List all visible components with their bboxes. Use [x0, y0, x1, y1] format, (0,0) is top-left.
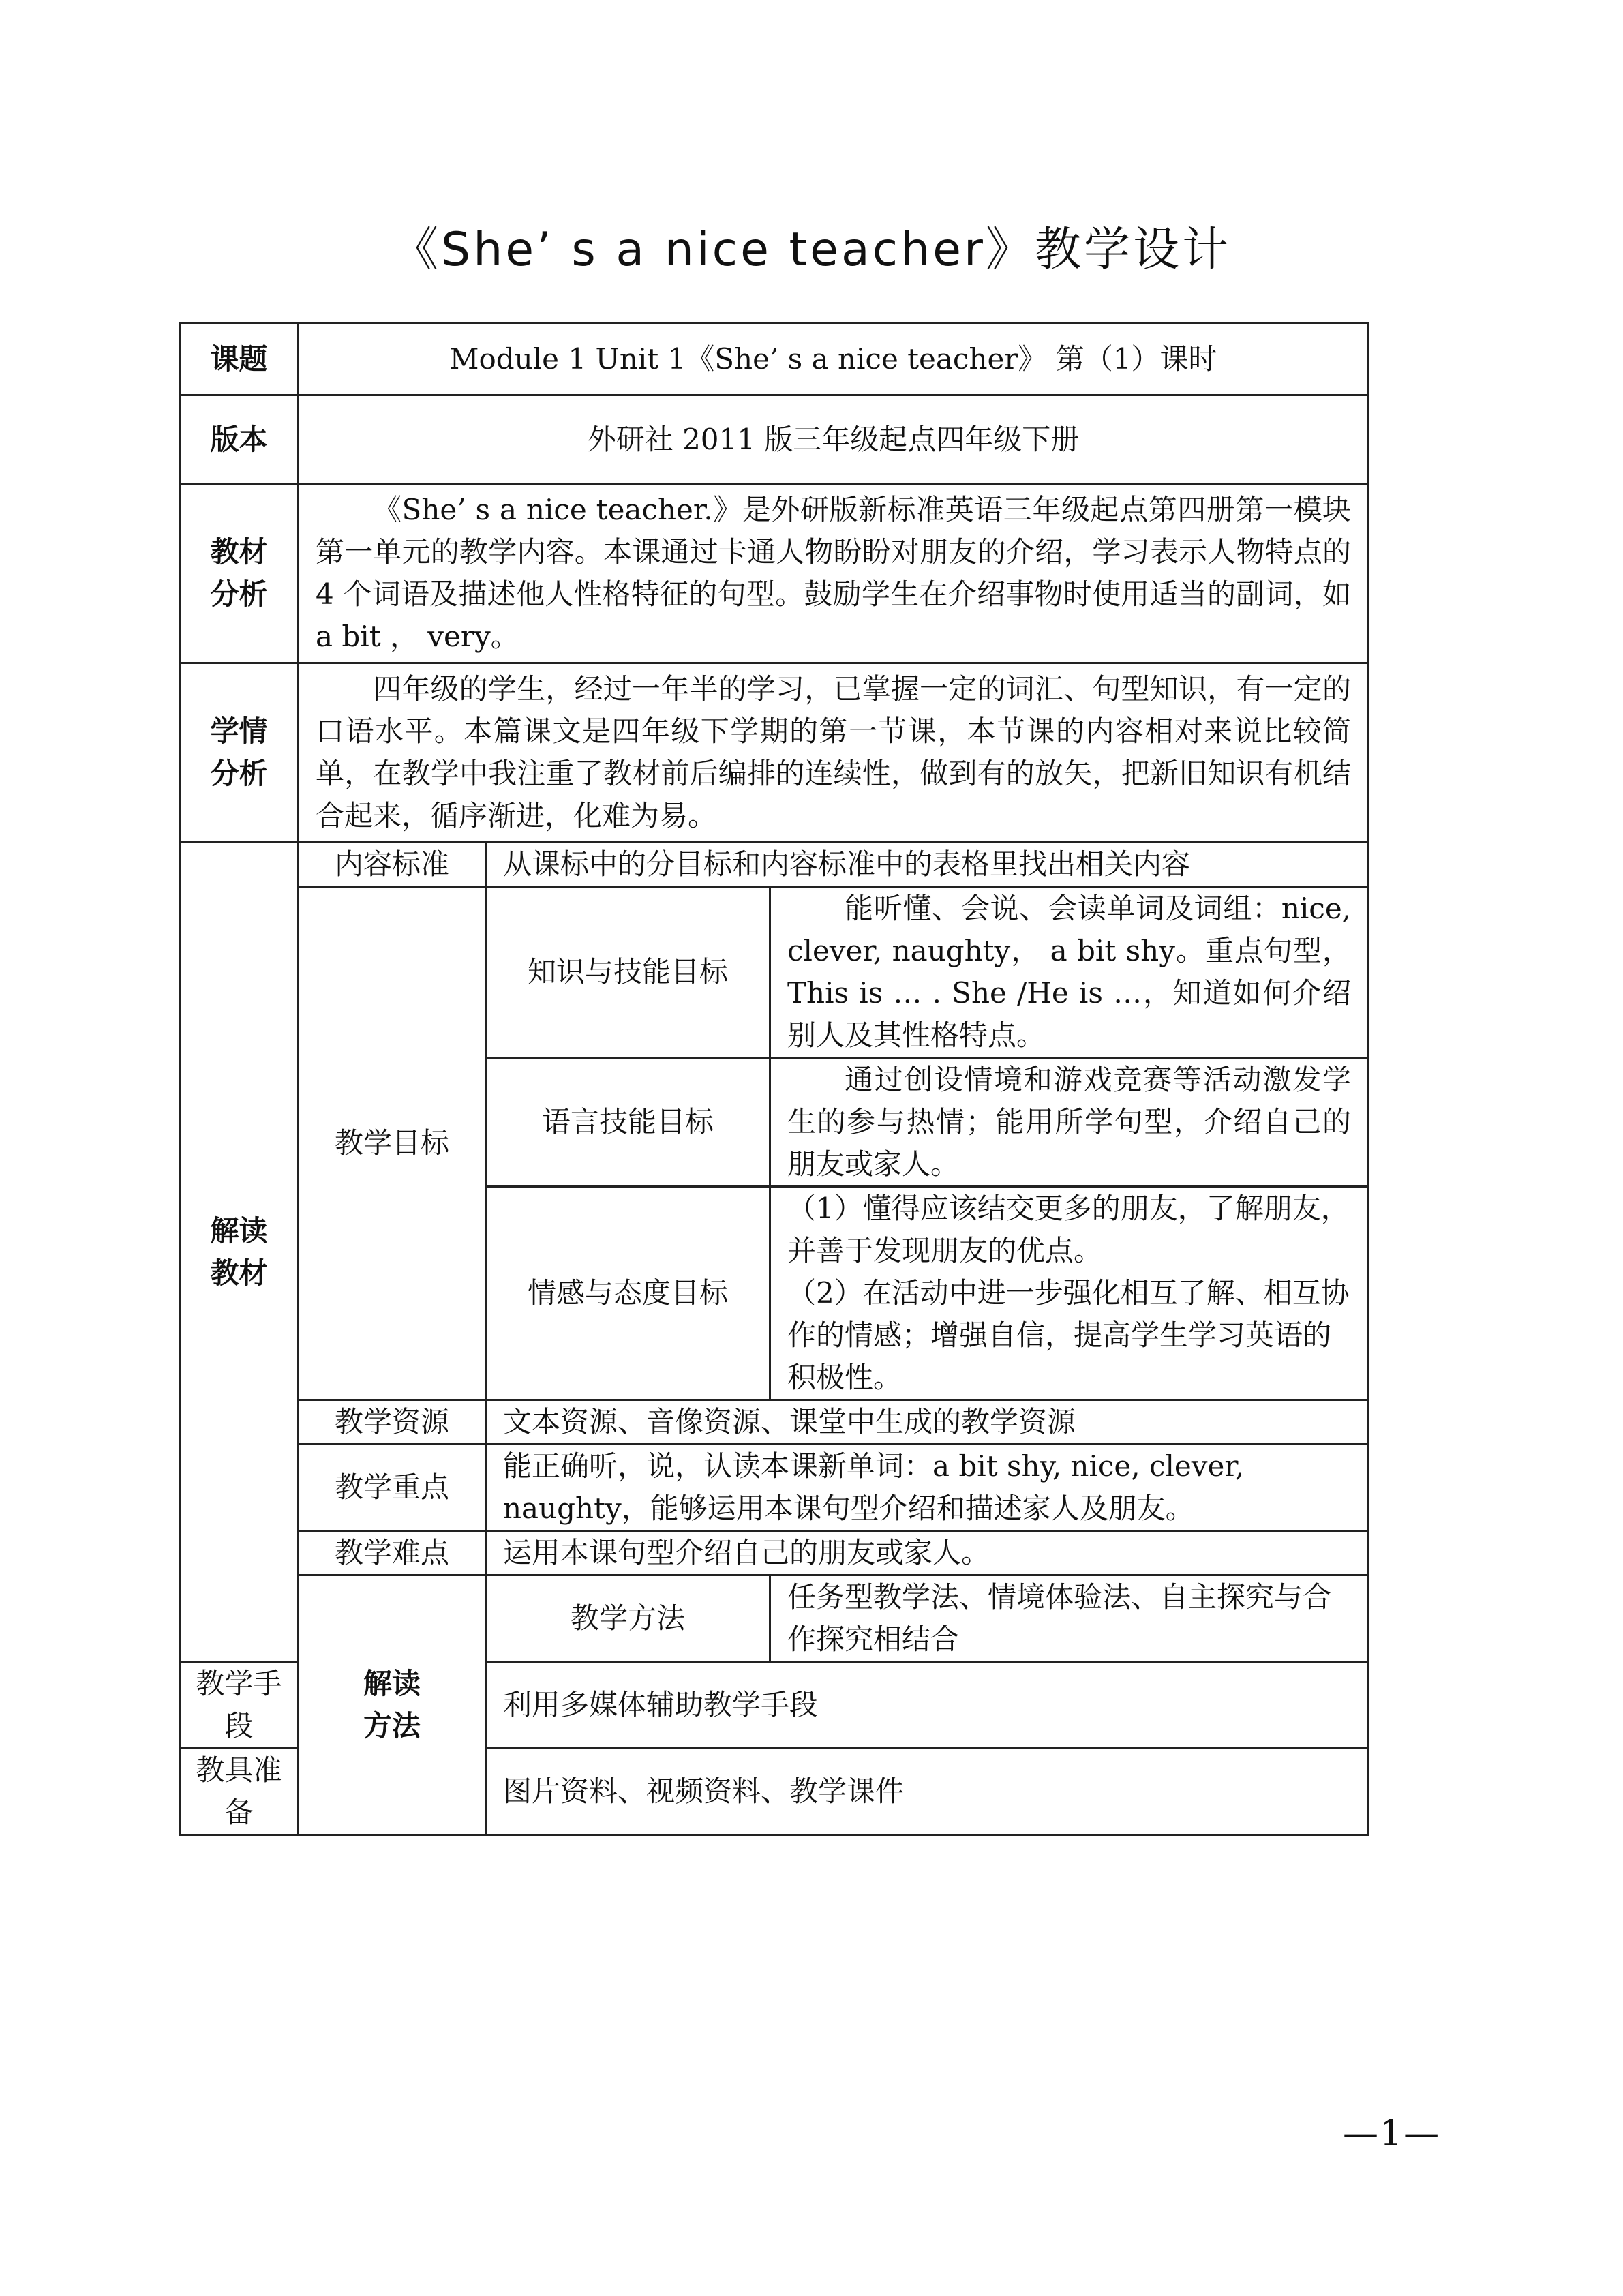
row-resources	[180, 1400, 1369, 1445]
material-analysis-text: 《She’ s a nice teacher.》是外研版新标准英语三年级起点第四册第一模块第一单元的教学内容。本课通过卡通人物盼盼对朋友的介绍，学习表示人物特点的 4 个词语及描述他人性格特征的句型。鼓励学生在介绍事物时使用适当的副词，如 a bit ， very。	[299, 484, 1369, 663]
difficulties-value: 运用本课句型介绍自己的朋友或家人。	[486, 1531, 1369, 1575]
teaching-means-label: 教学手段	[180, 1662, 299, 1749]
emotion-goal-label: 情感与态度目标	[486, 1187, 770, 1400]
teaching-goals-label: 教学目标	[299, 887, 486, 1400]
edition-label: 版本	[180, 395, 299, 484]
row-teaching-method	[180, 1575, 1369, 1662]
difficulties-label: 教学难点	[299, 1531, 486, 1575]
teaching-method-label: 教学方法	[486, 1575, 770, 1662]
resources-label: 教学资源	[299, 1400, 486, 1445]
interpret-material-label: 解读 教材	[180, 843, 299, 1662]
emotion-goal-value: （1）懂得应该结交更多的朋友，了解朋友，并善于发现朋友的优点。 （2）在活动中进一步强化相互了解、相互协作的情感；增强自信，提高学生学习英语的积极性。	[770, 1187, 1369, 1400]
row-topic	[180, 323, 1369, 395]
language-goal-label: 语言技能目标	[486, 1058, 770, 1187]
language-goal-value: 通过创设情境和游戏竞赛等活动激发学生的参与热情；能用所学句型，介绍自己的朋友或家人。	[770, 1058, 1369, 1187]
interpret-method-label: 解读 方法	[299, 1575, 486, 1835]
page-number: —1—	[1343, 2113, 1441, 2154]
page-title: 《She’ s a nice teacher》教学设计	[392, 223, 1231, 277]
content-standard-value: 从课标中的分目标和内容标准中的表格里找出相关内容	[486, 843, 1369, 887]
teaching-method-value: 任务型教学法、情境体验法、自主探究与合作探究相结合	[770, 1575, 1369, 1662]
row-edition	[180, 395, 1369, 484]
key-points-label: 教学重点	[299, 1445, 486, 1531]
teaching-aids-value: 图片资料、视频资料、教学课件	[486, 1749, 1369, 1835]
row-content-standard	[180, 843, 1369, 887]
topic-value: Module 1 Unit 1《She’ s a nice teacher》 第（1）课时	[299, 323, 1369, 395]
content-standard-label: 内容标准	[299, 843, 486, 887]
lesson-plan-table	[179, 322, 1369, 1836]
student-analysis-text: 四年级的学生，经过一年半的学习，已掌握一定的词汇、句型知识，有一定的口语水平。本篇课文是四年级下学期的第一节课，本节课的内容相对来说比较简单，在教学中我注重了教材前后编排的连续性，做到有的放矢，把新旧知识有机结合起来，循序渐进，化难为易。	[299, 663, 1369, 843]
key-points-value: 能正确听，说，认读本课新单词：a bit shy, nice, clever, naughty，能够运用本课句型介绍和描述家人及朋友。	[486, 1445, 1369, 1531]
row-key-points	[180, 1445, 1369, 1531]
student-analysis-label: 学情 分析	[180, 663, 299, 843]
teaching-means-value: 利用多媒体辅助教学手段	[486, 1662, 1369, 1749]
row-difficulties	[180, 1531, 1369, 1575]
knowledge-goal-label: 知识与技能目标	[486, 887, 770, 1058]
topic-label: 课题	[180, 323, 299, 395]
material-analysis-label: 教材 分析	[180, 484, 299, 663]
resources-value: 文本资源、音像资源、课堂中生成的教学资源	[486, 1400, 1369, 1445]
edition-value: 外研社 2011 版三年级起点四年级下册	[299, 395, 1369, 484]
knowledge-goal-value: 能听懂、会说、会读单词及词组：nice, clever, naughty， a bit shy。重点句型，This is … . She /He is …，知道如何介绍别人及其性格特点。	[770, 887, 1369, 1058]
row-material-analysis	[180, 484, 1369, 663]
row-student-analysis	[180, 663, 1369, 843]
row-knowledge-goal	[180, 887, 1369, 1058]
teaching-aids-label: 教具准备	[180, 1749, 299, 1835]
